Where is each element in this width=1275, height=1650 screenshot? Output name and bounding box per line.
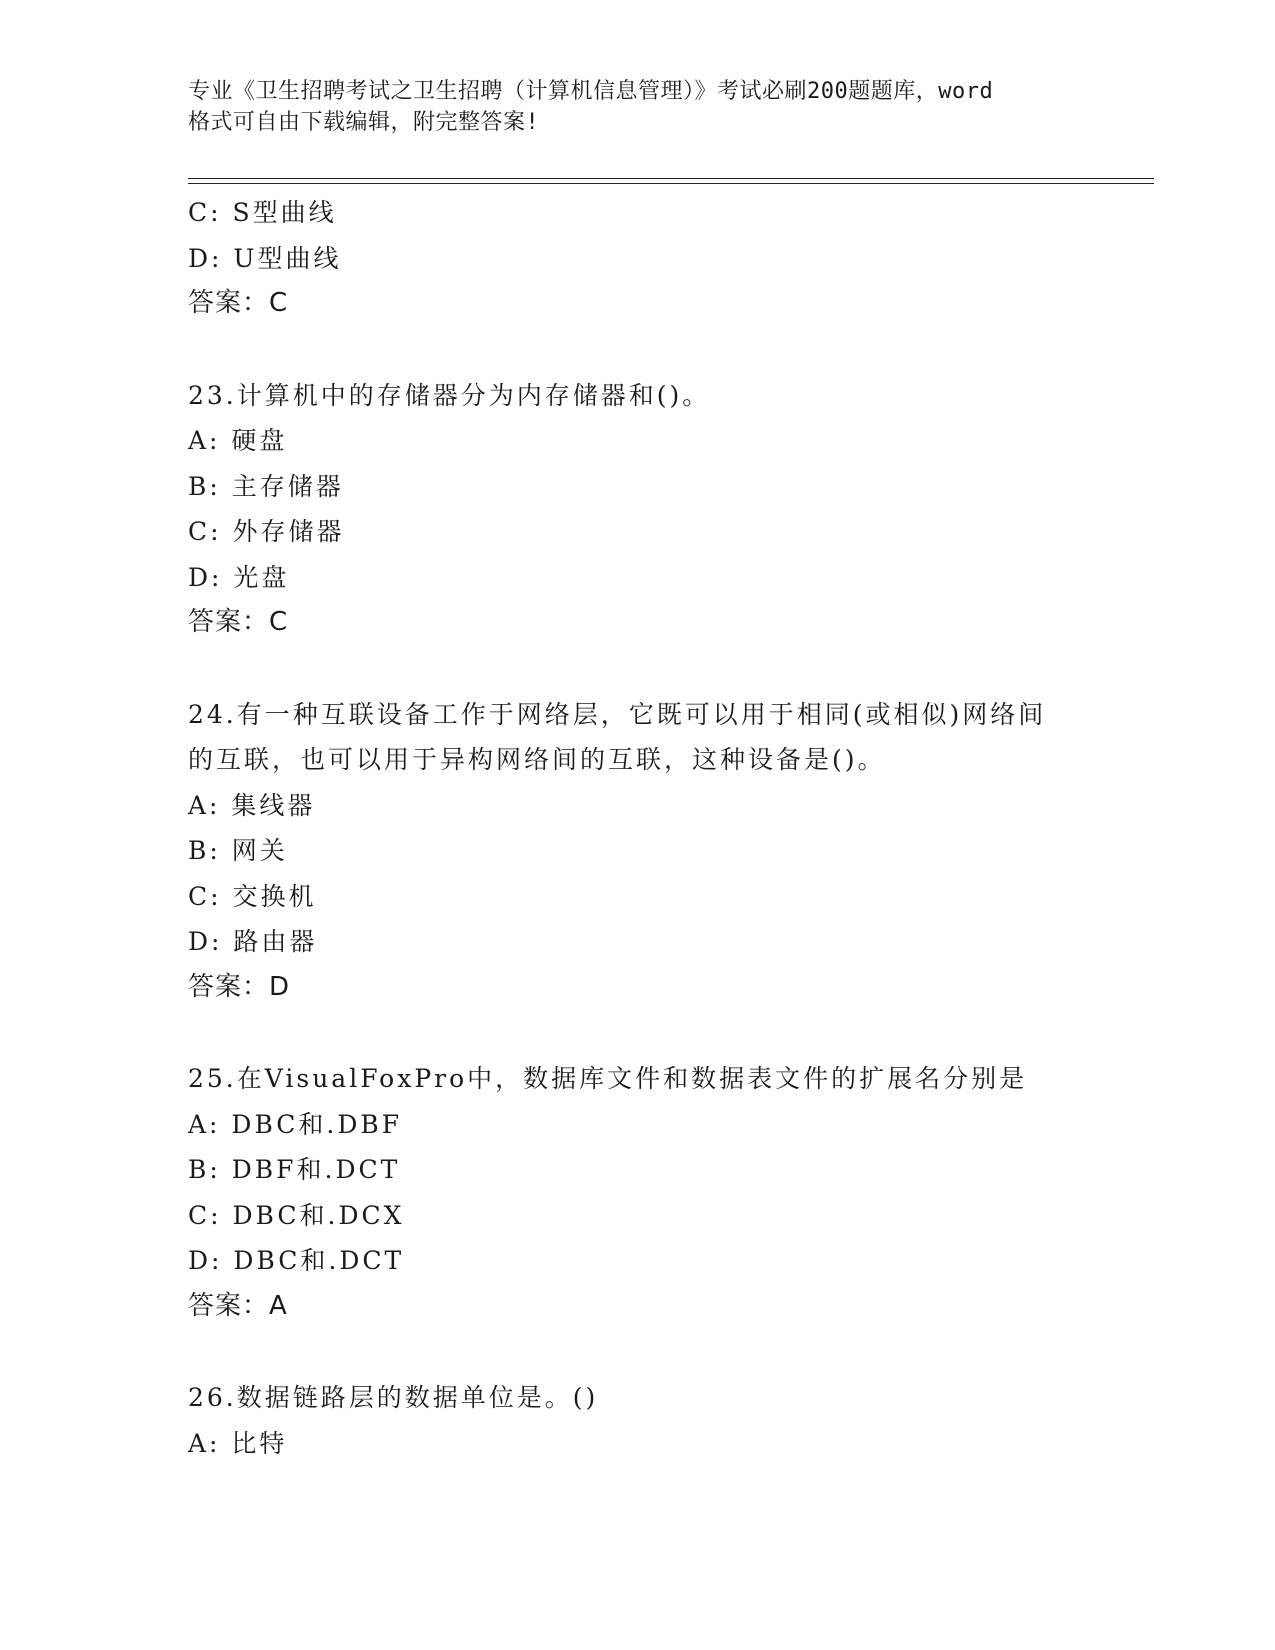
document-header [188, 76, 1088, 138]
spacer [188, 646, 1148, 692]
option-c: C: 外存储器 [188, 517, 345, 546]
option-d: D: 路由器 [188, 927, 318, 956]
option-a: A: 硬盘 [188, 426, 288, 455]
question-22-continued [188, 190, 1148, 327]
option-b: B: 主存储器 [188, 471, 344, 501]
option-b: B: DBF和.DCT [188, 1155, 401, 1184]
header-divider-top [188, 178, 1154, 179]
question-text: 25.在VisualFoxPro中，数据库文件和数据表文件的扩展名分别是 [188, 1064, 1028, 1093]
question-25 [188, 1056, 1148, 1329]
option-a: A: 集线器 [188, 790, 316, 820]
question-26 [188, 1375, 1148, 1466]
question-text: 23.计算机中的存储器分为内存储器和()。 [188, 380, 711, 410]
question-text: 26.数据链路层的数据单位是。() [188, 1383, 599, 1412]
option-d: D: 光盘 [188, 562, 290, 592]
answer-line: 答案：D [188, 971, 291, 1002]
answer-line: 答案：C [188, 288, 289, 318]
question-text-continued: 的互联，也可以用于异构网络间的互联，这种设备是()。 [188, 745, 886, 774]
header-line-2: 格式可自由下载编辑，附完整答案! [188, 110, 540, 135]
option-a: A: 比特 [188, 1428, 288, 1458]
option-c: C: S型曲线 [188, 198, 337, 227]
answer-line: 答案：C [188, 607, 289, 637]
option-d: D: DBC和.DCT [188, 1246, 405, 1275]
question-24 [188, 692, 1148, 1011]
option-b: B: 网关 [188, 836, 288, 865]
spacer [188, 1010, 1148, 1056]
spacer [188, 1329, 1148, 1375]
answer-line: 答案：A [188, 1290, 288, 1321]
option-c: C: 交换机 [188, 881, 317, 911]
question-text: 24.有一种互联设备工作于网络层，它既可以用于相同(或相似)网络间 [188, 699, 1047, 729]
question-list [188, 190, 1148, 1466]
option-a: A: DBC和.DBF [188, 1109, 403, 1139]
spacer [188, 327, 1148, 373]
header-line-1: 专业《卫生招聘考试之卫生招聘（计算机信息管理）》考试必刷200题题库，word [188, 79, 994, 104]
header-divider-bottom [188, 183, 1154, 184]
question-23 [188, 373, 1148, 646]
option-d: D: U型曲线 [188, 243, 342, 273]
option-c: C: DBC和.DCX [188, 1200, 405, 1230]
